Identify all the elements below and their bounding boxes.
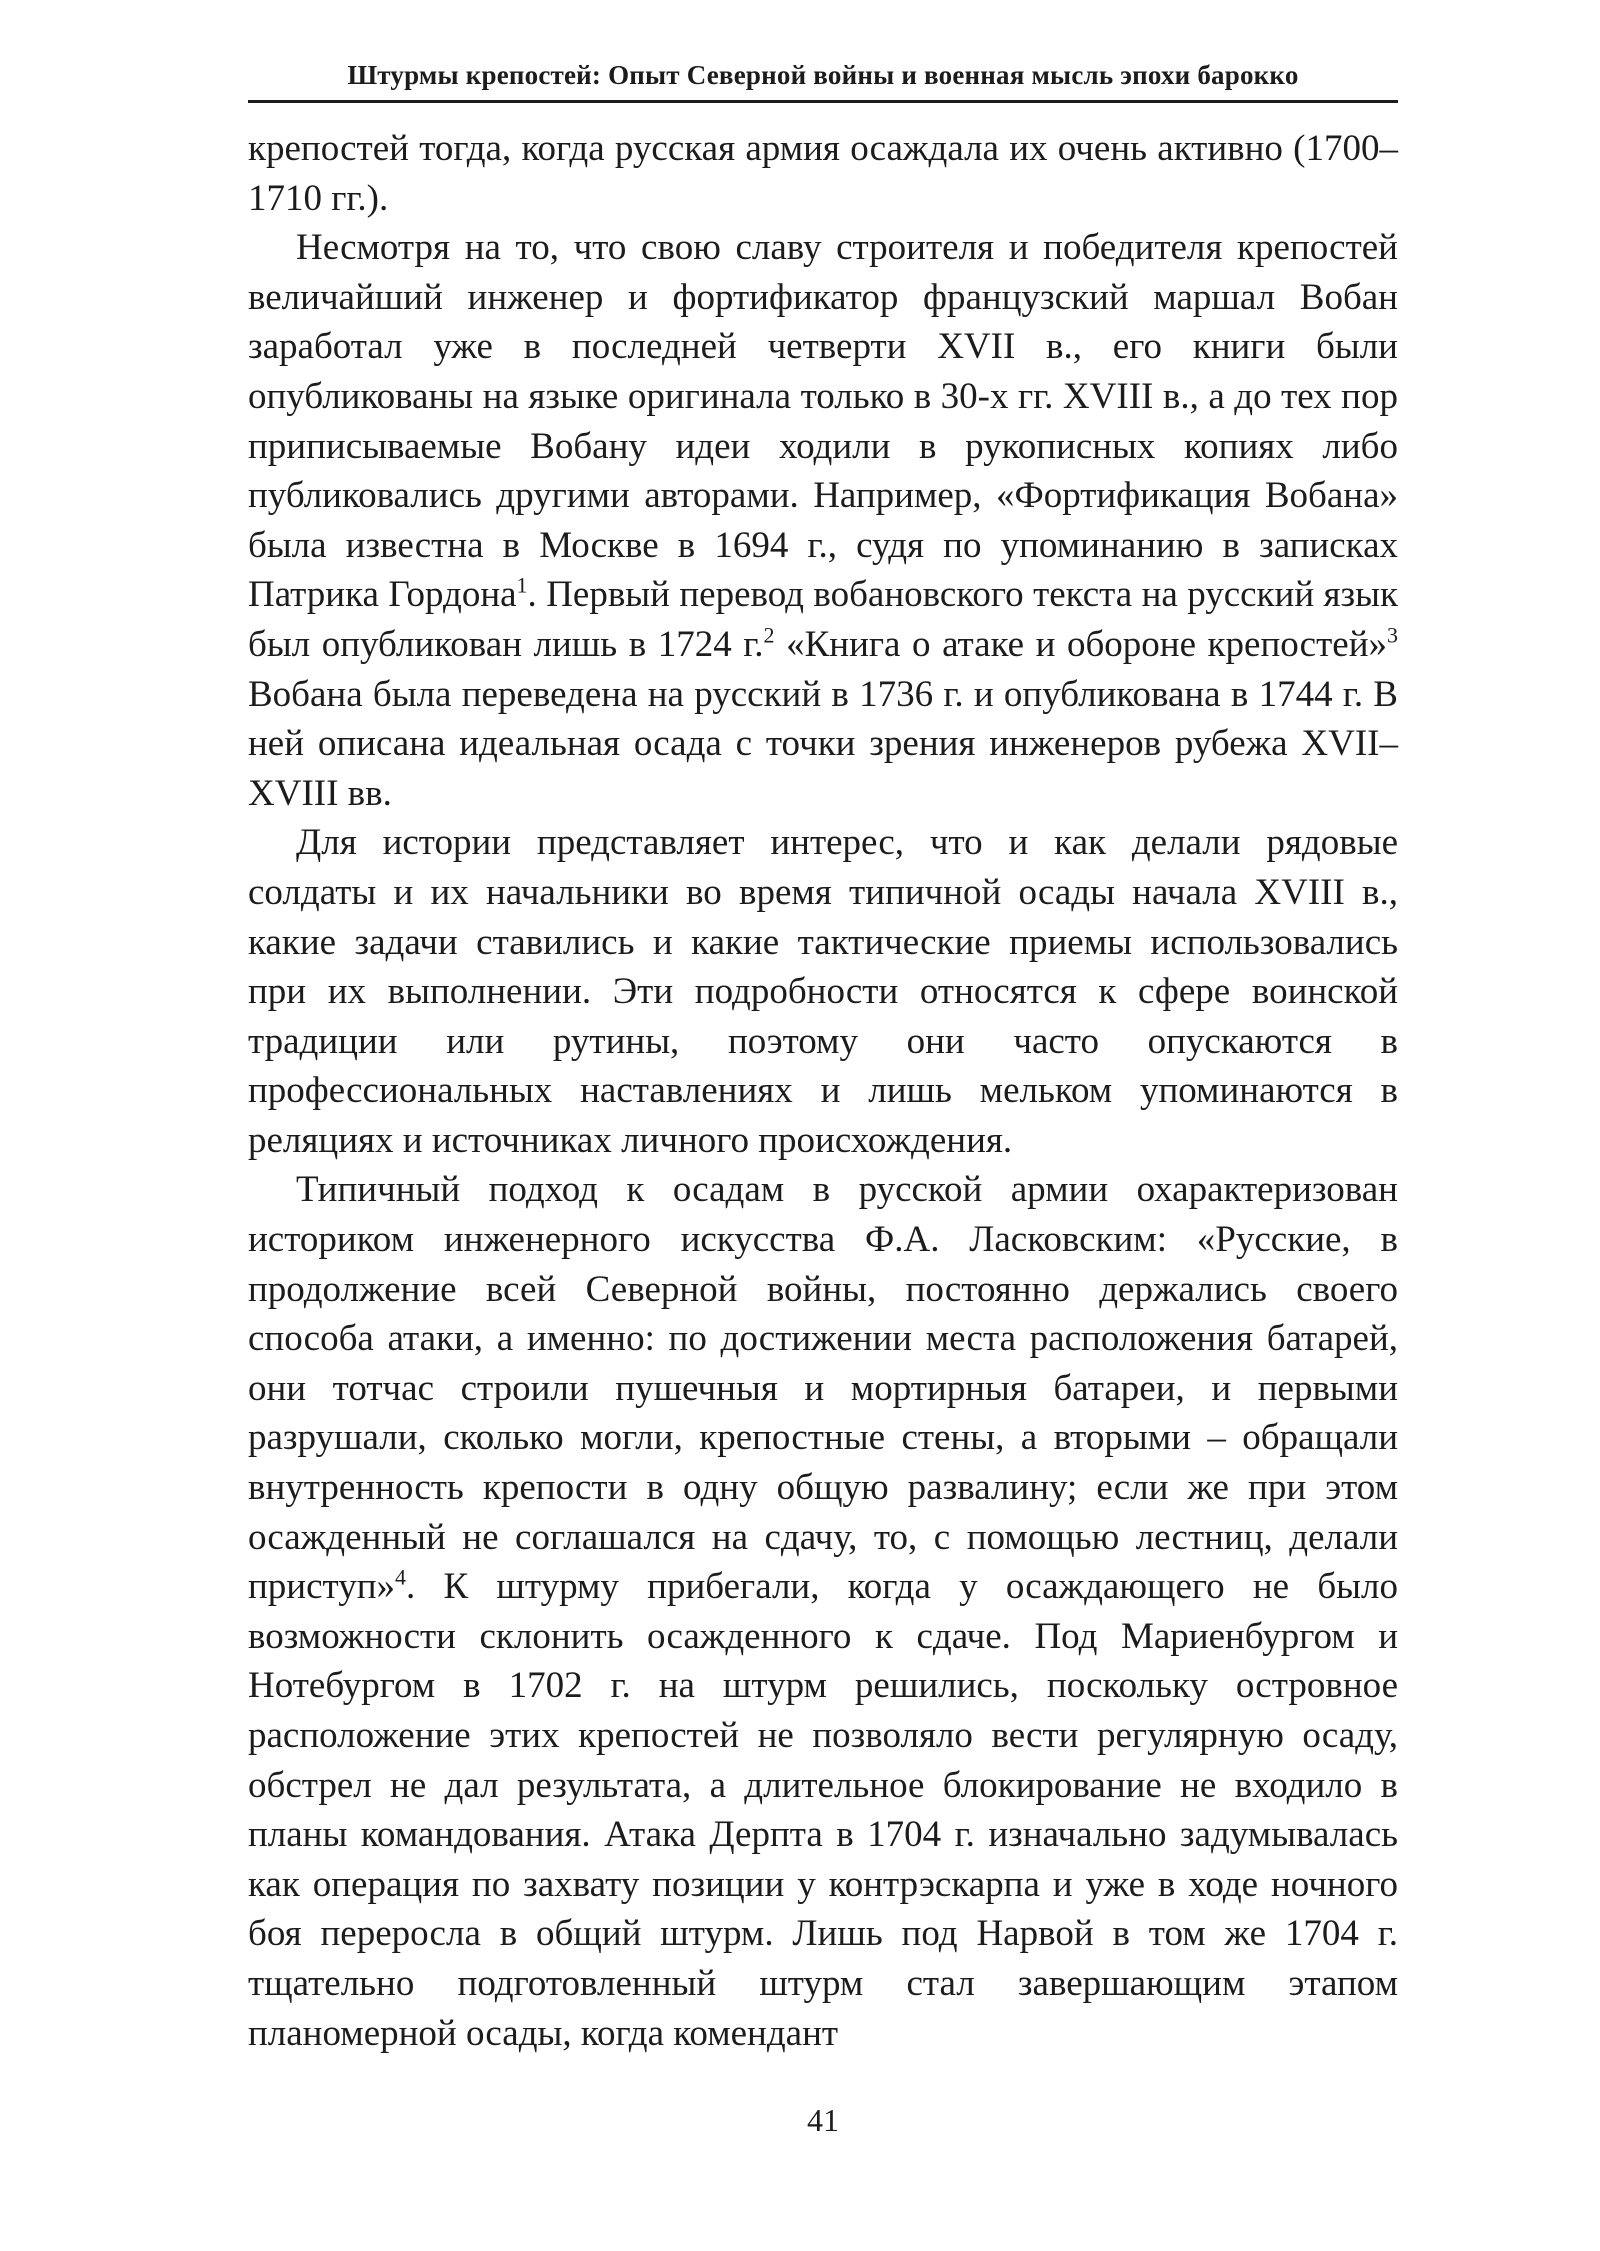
footnote-marker: 1 [516, 573, 528, 599]
paragraph [248, 818, 1398, 1165]
paragraph-text: Вобана была переведена на русский в 1736 г. и опубликована в 1744 г. В ней описана идеальная осада с точки зрения инженеров рубежа XVII–XVIII вв. [248, 673, 1398, 814]
paragraph-text: Несмотря на то, что свою славу строителя и победителя крепостей величайший инженер и фортификатор французский маршал Вобан заработал уже в последней четверти XVII в., его книги были опубликованы на языке оригинала только в 30-х гг. XVIII в., а до тех пор приписываемые Вобану идеи ходили в рукописных копиях либо публиковались другими авторами. Например, «Фортификация Вобана» была известна в Москве в 1694 г., судя по упоминанию в записках Патрика Гордона [248, 227, 1398, 616]
paragraph-text: . К штурму прибегали, когда у осаждающего не было возможности склонить осажденного к сдаче. Под Мариенбургом и Нотебургом в 1702 г. на штурм решились, поскольку островное расположение этих крепостей не позволяло вести регулярную осаду, обстрел не дал результата, а длительное блокирование не входило в планы командования. Атака Дерпта в 1704 г. изначально задумывалась как операция по захвату позиции у контрэскарпа и уже в ходе ночного боя переросла в общий штурм. Лишь под Нарвой в том же 1704 г. тщательно подготовленный штурм стал завершающим этапом планомерной осады, когда комендант [248, 1566, 1398, 2054]
paragraph [248, 223, 1398, 818]
footnote-marker: 2 [763, 622, 775, 648]
page-number: 41 [807, 2102, 839, 2138]
paragraph-text: Для истории представляет интерес, что и как делали рядовые солдаты и их начальники во время типичной осады начала XVIII в., какие задачи ставились и какие тактические приемы использовались при их выполнении. Эти подробности относятся к сфере воинской традиции или рутины, поэтому они часто опускаются в профессиональных наставлениях и лишь мельком упоминаются в реляциях и источниках личного происхождения. [248, 822, 1398, 1161]
header-rule [248, 100, 1398, 103]
footnote-marker: 4 [395, 1564, 407, 1590]
running-head: Штурмы крепостей: Опыт Северной войны и военная мысль эпохи барокко [347, 60, 1299, 90]
body-text [248, 124, 1398, 2058]
footnote-marker: 3 [1387, 622, 1398, 648]
paragraph-text: «Книга о атаке и обороне крепостей» [774, 623, 1387, 665]
paragraph-text: . Первый перевод вобановского текста на русский язык был опубликован лишь в 1724 г. [248, 574, 1398, 665]
paragraph-text: крепостей тогда, когда русская армия осаждала их очень активно (1700–1710 гг.). [248, 128, 1398, 219]
paragraph [248, 1165, 1398, 2058]
paragraph-text: Типичный подход к осадам в русской армии охарактеризован историком инженерного искусства Ф.А. Ласковским: «Русские, в продолжение всей Северной войны, постоянно держались своего способа атаки, а именно: по достижении места расположения батарей, они тотчас строили пушечныя и мортирныя батареи, и первыми разрушали, сколько могли, крепостные стены, а вторыми – обращали внутренность крепости в одну общую развалину; если же при этом осажденный не соглашался на сдачу, то, с помощью лестниц, делали приступ» [248, 1169, 1398, 1608]
paragraph [248, 124, 1398, 223]
